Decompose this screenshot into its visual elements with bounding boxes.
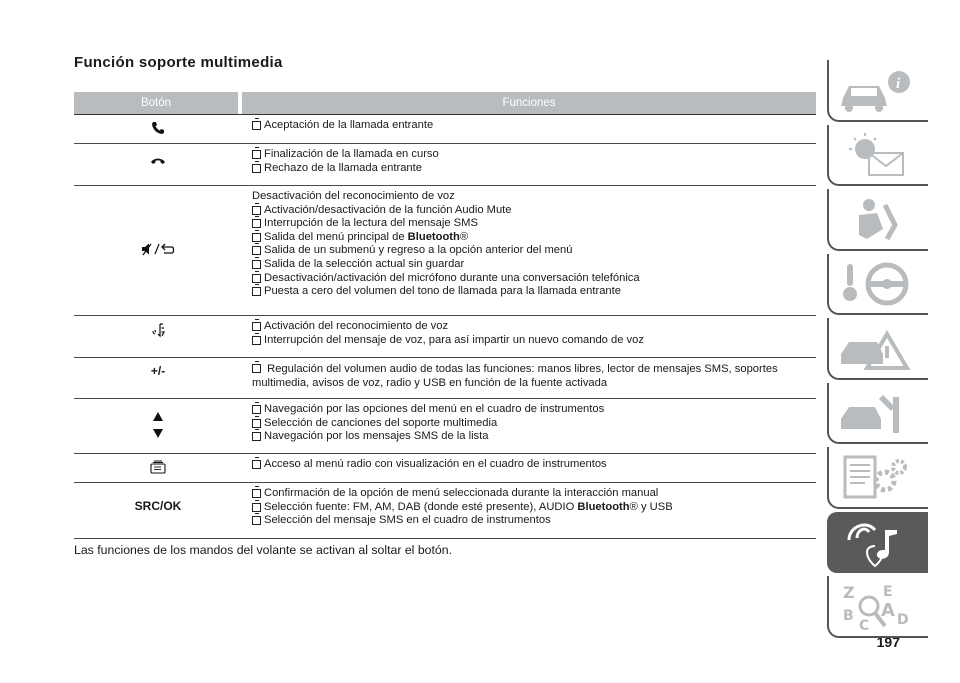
chapter-sidebar <box>827 60 928 641</box>
tab-multimedia[interactable] <box>827 512 928 574</box>
tab-index[interactable] <box>827 576 928 638</box>
mute-back-icon <box>141 242 175 259</box>
list-item: Puesta a cero del volumen del tono de llamada para la llamada entrante <box>252 285 816 299</box>
table-row <box>74 358 816 399</box>
list-item: Salida de un submenú y regreso a la opción anterior del menú <box>252 244 816 258</box>
svg-text:i: i <box>896 76 901 92</box>
multimedia-icon <box>835 518 915 568</box>
list-item: Activación del reconocimiento de voz <box>252 320 816 334</box>
table-row <box>74 114 816 144</box>
table-row <box>74 144 816 186</box>
list-item: Interrupción de la lectura del mensaje SMS <box>252 217 816 231</box>
list-item: Rechazo de la llamada entrante <box>252 162 816 176</box>
functions-table <box>74 92 816 539</box>
page-number: 197 <box>876 634 900 650</box>
svg-text:E: E <box>883 584 893 600</box>
list-item: Salida del menú principal de Bluetooth® <box>252 231 816 245</box>
list-item: Navegación por las opciones del menú en el cuadro de instrumentos <box>252 403 816 417</box>
steering-start-icon <box>837 260 917 310</box>
car-info-icon <box>837 66 917 116</box>
index-icon <box>837 582 917 632</box>
tab-technical-data[interactable] <box>827 447 928 509</box>
list-item: Salida de la selección actual sin guardar <box>252 258 816 272</box>
tab-maintenance[interactable] <box>827 383 928 445</box>
table-row <box>74 483 816 539</box>
tab-warning-lights[interactable] <box>827 125 928 187</box>
list-item: Selección del mensaje SMS en el cuadro de instrumentos <box>252 514 816 528</box>
tab-starting-driving[interactable] <box>827 254 928 316</box>
technical-data-icon <box>837 453 917 503</box>
page-title: Función soporte multimedia <box>74 54 283 71</box>
list-item: Selección fuente: FM, AM, DAB (donde esté presente), AUDIO Bluetooth® y USB <box>252 501 816 515</box>
table-row <box>74 399 816 454</box>
src-ok-button-label: SRC/OK <box>134 499 182 513</box>
list-item: Confirmación de la opción de menú seleccionada durante la interacción manual <box>252 487 816 501</box>
list-item: Regulación del volumen audio de todas las funciones: manos libres, lector de mensajes SMS, soportes multimedia, avisos de voz, radio y USB en función de la fuente activada <box>252 363 778 389</box>
svg-text:A: A <box>881 600 895 621</box>
svg-text:Z: Z <box>843 583 855 602</box>
list-item: Interrupción del mensaje de voz, para así impartir un nuevo comando de voz <box>252 334 816 348</box>
list-item: Finalización de la llamada en curso <box>252 148 816 162</box>
svg-text:C: C <box>859 618 870 632</box>
emergency-icon <box>837 324 917 374</box>
footnote: Las funciones de los mandos del volante se activan al soltar el botón. <box>74 543 453 557</box>
volume-button-label: +/- <box>150 364 166 378</box>
table-row <box>74 316 816 358</box>
voice-recognition-icon <box>151 322 165 341</box>
header-button: Botón <box>74 92 238 114</box>
tab-emergency[interactable] <box>827 318 928 380</box>
row-intro: Desactivación del reconocimiento de voz <box>252 190 455 202</box>
header-functions: Funciones <box>242 92 816 114</box>
table-row <box>74 454 816 483</box>
safety-airbag-icon <box>837 195 917 245</box>
maintenance-icon <box>837 389 917 439</box>
phone-answer-icon <box>151 121 165 138</box>
phone-hangup-icon <box>150 156 166 168</box>
list-item: Activación/desactivación de la función Audio Mute <box>252 204 816 218</box>
arrow-up-down-icon <box>152 410 164 443</box>
list-item: Navegación por los mensajes SMS de la lista <box>252 430 816 444</box>
list-item: Acceso al menú radio con visualización en el cuadro de instrumentos <box>252 458 816 472</box>
list-item: Desactivación/activación del micrófono durante una conversación telefónica <box>252 272 816 286</box>
radio-menu-icon <box>150 460 166 477</box>
tab-safety[interactable] <box>827 189 928 251</box>
warning-lights-icon <box>837 131 917 181</box>
list-item: Selección de canciones del soporte multimedia <box>252 417 816 431</box>
svg-text:B: B <box>843 608 854 624</box>
table-header <box>74 92 816 114</box>
list-item: Aceptación de la llamada entrante <box>252 119 816 133</box>
table-row <box>74 186 816 316</box>
tab-car-info[interactable] <box>827 60 928 122</box>
svg-text:D: D <box>897 612 909 628</box>
